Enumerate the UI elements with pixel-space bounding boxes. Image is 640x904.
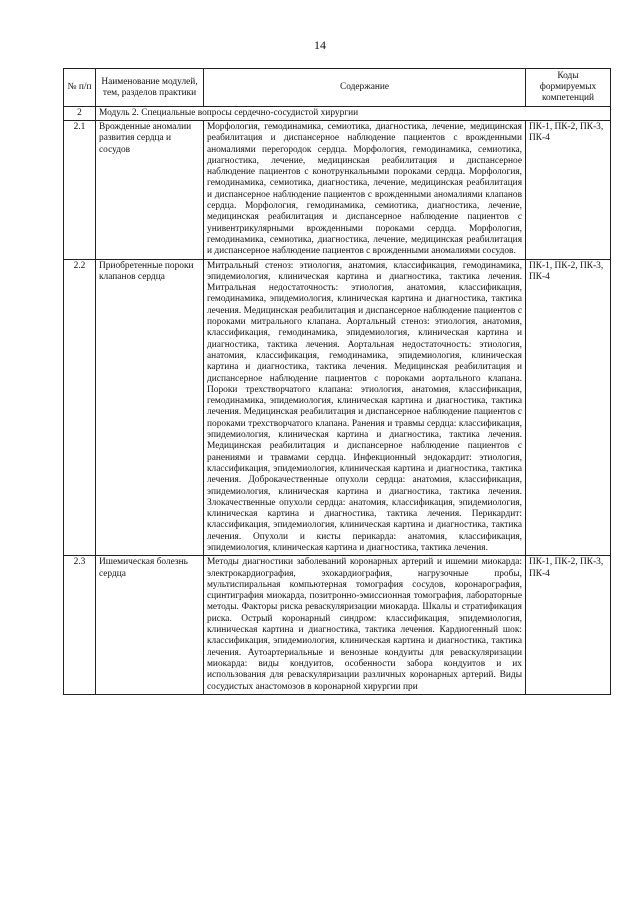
row-content: Морфология, гемодинамика, семиотика, диагностика, лечение, медицинская реабилитация и диспансерное наблюдение пациентов с врожденными аномалиями перегородок сердца. Морфология, гемодинамика, семиотика, диагностика, лечение, медицинская реабилитация и диспансерное наблюдение пациентов с конотрункальными пороками сердца. Морфология, гемодинамика, семиотика, диагностика, лечение, медицинская реабилитация и диспансерное наблюдение пациентов с врожденными аномалиями клапанов сердца. Морфология, гемодинамика, семиотика, диагностика, лечение, медицинская реабилитация и диспансерное наблюдение пациентов с унивентрикулярными врожденными пороками сердца. Морфология, гемодинамика, семиотика, диагностика, лечение, медицинская реабилитация и диспансерное наблюдение пациентов с врожденными аномалиями сосудов.	[204, 121, 526, 260]
header-content: Содержание	[204, 69, 526, 107]
module-num: 2	[64, 107, 96, 121]
row-codes: ПК-1, ПК-2, ПК-3, ПК-4	[526, 259, 611, 556]
module-row	[64, 107, 611, 121]
row-num: 2.1	[64, 121, 96, 260]
row-num: 2.2	[64, 259, 96, 556]
row-content: Методы диагностики заболеваний коронарных артерий и ишемии миокарда: электрокардиография, эхокардиография, нагрузочные пробы, мультиспиральная компьютерная томография сосудов, коронарография, сцинтиграфия миокарда, позитронно-эмиссионная томография, лабораторные методы. Факторы риска реваскуляризации миокарда. Шкалы и стратификация риска. Острый коронарный синдром: классификация, эпидемиология, клиническая картина и диагностика, тактика лечения. Кардиогенный шок: классификация, эпидемиология, клиническая картина и диагностика, тактика лечения. Аутоартериальные и венозные кондуиты для реваскуляризации миокарда: виды кондуитов, особенности забора кондуитов и их использования для реваскуляризации различных коронарных артерий. Виды сосудистых анастомозов в коронарной хирургии при	[204, 556, 526, 695]
row-codes: ПК-1, ПК-2, ПК-3, ПК-4	[526, 556, 611, 695]
row-name: Ишемическая болезнь сердца	[96, 556, 204, 695]
table-row	[64, 121, 611, 260]
page-number: 14	[314, 38, 326, 52]
header-codes: Коды формируемых компетенций	[526, 69, 611, 107]
header-name: Наименование модулей, тем, разделов практики	[96, 69, 204, 107]
header-num: № п/п	[64, 69, 96, 107]
row-name: Врожденные аномалии развития сердца и сосудов	[96, 121, 204, 260]
row-name: Приобретенные пороки клапанов сердца	[96, 259, 204, 556]
row-content: Митральный стеноз: этиология, анатомия, классификация, гемодинамика, эпидемиология, клиническая картина и диагностика, тактика лечения. Митральная недостаточность: этиология, анатомия, классификация, гемодинамика, эпидемиология, клиническая картина и диагностика, тактика лечения. Медицинская реабилитация и диспансерное наблюдение пациентов с пороками митрального клапана. Аортальный стеноз: этиология, анатомия, классификация, гемодинамика, эпидемиология, клиническая картина и диагностика, тактика лечения. Аортальная недостаточность: этиология, анатомия, классификация, гемодинамика, эпидемиология, клиническая картина и диагностика, тактика лечения. Медицинская реабилитация и диспансерное наблюдение пациентов с пороками аортального клапана. Пороки трехстворчатого клапана: этиология, анатомия, классификация, гемодинамика, эпидемиология, клиническая картина и диагностика, тактика лечения. Медицинская реабилитация и диспансерное наблюдение пациентов с пороками трехстворчатого клапана. Ранения и травмы сердца: классификация, эпидемиология, клиническая картина и диагностика, тактика лечения. Медицинская реабилитация и диспансерное наблюдение пациентов с ранениями и травмами сердца. Инфекционный эндокардит: этиология, классификация, эпидемиология, клиническая картина и диагностика, тактика лечения. Доброкачественные опухоли сердца: анатомия, классификация, эпидемиология, клиническая картина и диагностика, тактика лечения. Злокачественные опухоли сердца: анатомия, классификация, эпидемиология, клиническая картина и диагностика, тактика лечения. Перикардит: классификация, эпидемиология, клиническая картина и диагностика, тактика лечения. Опухоли и кисты перикарда: анатомия, классификация, эпидемиология, клиническая картина и диагностика, тактика лечения.	[204, 259, 526, 556]
row-num: 2.3	[64, 556, 96, 695]
row-codes: ПК-1, ПК-2, ПК-3, ПК-4	[526, 121, 611, 260]
table-row	[64, 556, 611, 695]
module-title: Модуль 2. Специальные вопросы сердечно-сосудистой хирургии	[96, 107, 611, 121]
table-row	[64, 259, 611, 556]
curriculum-table	[63, 68, 611, 695]
table-header-row	[64, 69, 611, 107]
